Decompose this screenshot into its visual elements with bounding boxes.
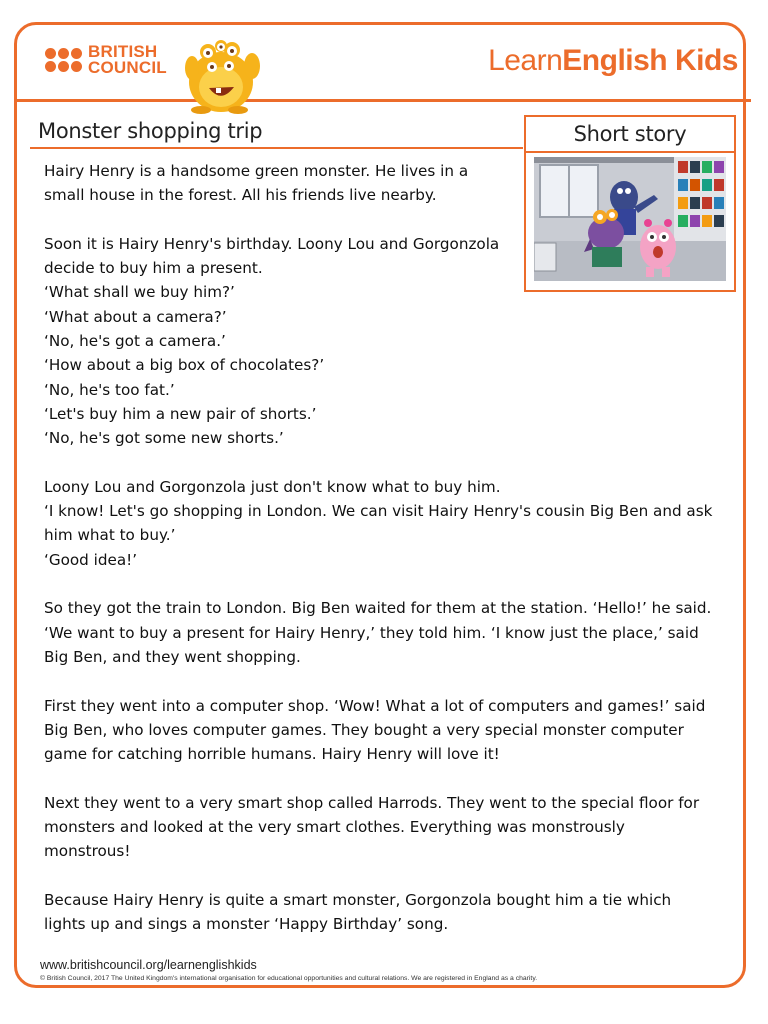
story-paragraph bbox=[44, 232, 734, 451]
british-council-logo bbox=[45, 44, 167, 76]
story-line: Big Ben, and they went shopping. bbox=[44, 647, 301, 666]
story-line: ‘What about a camera?’ bbox=[44, 307, 227, 326]
story-line: Loony Lou and Gorgonzola just don't know what to buy him. bbox=[44, 477, 501, 496]
brand-learn: Learn bbox=[488, 44, 563, 77]
story-line: ‘Good idea!’ bbox=[44, 550, 138, 569]
brand-kids: Kids bbox=[674, 44, 738, 77]
header-divider bbox=[17, 99, 751, 102]
story-line: him what to buy.’ bbox=[44, 526, 176, 545]
story-paragraph bbox=[44, 888, 734, 937]
story-line: ‘No, he's too fat.’ bbox=[44, 380, 175, 399]
story-line: ‘Let's buy him a new pair of shorts.’ bbox=[44, 404, 317, 423]
footer-url[interactable]: www.britishcouncil.org/learnenglishkids bbox=[40, 958, 257, 972]
story-line: So they got the train to London. Big Ben waited for them at the station. ‘Hello!’ he said. bbox=[44, 599, 712, 618]
story-line: ‘No, he's got some new shorts.’ bbox=[44, 429, 284, 448]
story-line: ‘What shall we buy him?’ bbox=[44, 283, 235, 302]
story-line: ‘We want to buy a present for Hairy Henry,’ they told him. ‘I know just the place,’ said bbox=[44, 623, 699, 642]
story-line: First they went into a computer shop. ‘Wow! What a lot of computers and games!’ said bbox=[44, 696, 706, 715]
story-paragraph bbox=[44, 475, 734, 572]
story-line: ‘How about a big box of chocolates?’ bbox=[44, 356, 325, 375]
story-line: ‘I know! Let's go shopping in London. We can visit Hairy Henry's cousin Big Ben and ask bbox=[44, 502, 713, 521]
story-line: Next they went to a very smart shop called Harrods. They went to the special floor for bbox=[44, 793, 700, 812]
page-title: Monster shopping trip bbox=[38, 119, 263, 143]
story-line: game for catching horrible humans. Hairy Henry will love it! bbox=[44, 745, 500, 764]
brand-english: English bbox=[562, 44, 668, 77]
story-type-label: Short story bbox=[526, 117, 734, 153]
story-line: Big Ben, who loves computer games. They bought a very special monster computer bbox=[44, 720, 684, 739]
story-line: lights up and sings a monster ‘Happy Birthday’ song. bbox=[44, 915, 449, 934]
logo-dots-icon bbox=[45, 48, 82, 72]
story-line: small house in the forest. All his friends live nearby. bbox=[44, 186, 437, 205]
story-line: Hairy Henry is a handsome green monster. He lives in a bbox=[44, 162, 469, 180]
story-line: ‘No, he's got a camera.’ bbox=[44, 332, 226, 351]
story-paragraph bbox=[44, 596, 734, 669]
logo-text-line1: BRITISH bbox=[88, 42, 158, 61]
logo-text-line2: COUNCIL bbox=[88, 58, 167, 77]
learnenglish-kids-logo bbox=[488, 44, 738, 78]
story-line: monsters and looked at the very smart clothes. Everything was monstrously bbox=[44, 818, 625, 837]
story-paragraph bbox=[44, 791, 734, 864]
story-paragraph bbox=[44, 159, 734, 208]
story-text bbox=[44, 159, 734, 961]
footer-copyright: © British Council, 2017 The United Kingdom's international organisation for educational opportunities and cultural relations. We are registered in England as a charity. bbox=[40, 975, 538, 982]
story-line: decide to buy him a present. bbox=[44, 259, 263, 278]
title-underline bbox=[30, 147, 523, 149]
monster-mascot-icon bbox=[176, 32, 266, 116]
story-paragraph bbox=[44, 694, 734, 767]
story-line: Soon it is Hairy Henry's birthday. Loony Lou and Gorgonzola bbox=[44, 234, 500, 253]
story-line: Because Hairy Henry is quite a smart monster, Gorgonzola bought him a tie which bbox=[44, 890, 672, 909]
story-line: monstrous! bbox=[44, 842, 131, 861]
